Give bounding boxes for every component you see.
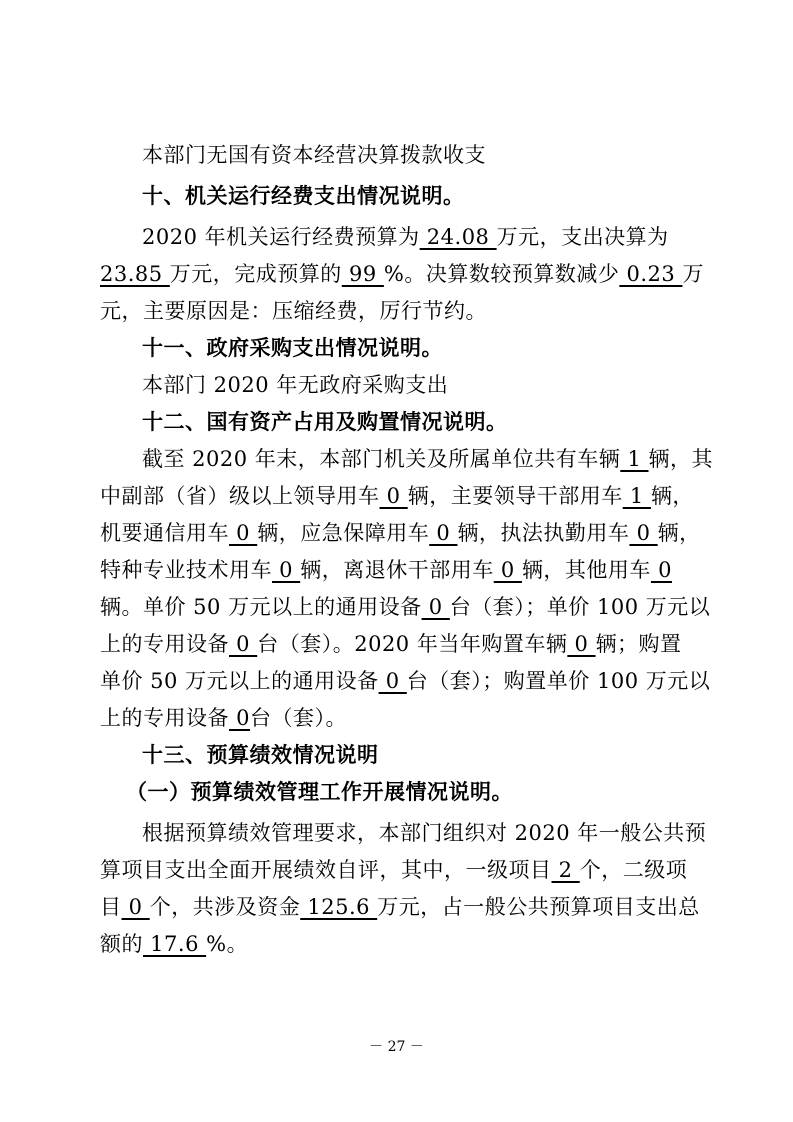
section-12-heading: 十二、国有资产占用及购置情况说明。 (142, 410, 508, 434)
paragraph-13-line-4: 额的 17.6 %。 (100, 932, 249, 956)
paragraph-11: 本部门 2020 年无政府采购支出 (142, 373, 449, 397)
paragraph-12-line-3: 机要通信用车 0 辆，应急保障用车 0 辆，执法执勤用车 0 辆， (100, 521, 701, 545)
paragraph-13-line-2: 算项目支出全面开展绩效自评，其中，一级项目 2 个，二级项 (100, 858, 688, 882)
paragraph-12-line-2: 中副部（省）级以上领导用车 0 辆，主要领导干部用车 1 辆， (100, 484, 694, 508)
paragraph-10-line-3: 元，主要原因是：压缩经费，厉行节约。 (100, 299, 487, 323)
section-13-heading: 十三、预算绩效情况说明 (142, 743, 379, 767)
expenditure-value: 23.85 (100, 262, 170, 286)
paragraph-13-line-3: 目 0 个，共涉及资金 125.6 万元，占一般公共预算项目支出总 (100, 895, 700, 919)
paragraph-12-line-4: 特种专业技术用车 0 辆，离退休干部用车 0 辆，其他用车 0 (100, 558, 672, 582)
paragraph-12-line-8: 上的专用设备 0台（套）。 (100, 706, 348, 730)
paragraph-10-line-1: 2020 年机关运行经费预算为 24.08 万元，支出决算为 (142, 225, 669, 249)
section-11-heading: 十一、政府采购支出情况说明。 (142, 336, 443, 360)
paragraph-13-line-1: 根据预算绩效管理要求，本部门组织对 2020 年一般公共预 (142, 821, 707, 845)
paragraph-10-line-2: 23.85 万元，完成预算的 99 %。决算数较预算数减少 0.23 万 (100, 262, 704, 286)
paragraph-12-line-6: 上的专用设备 0 台（套）。2020 年当年购置车辆 0 辆；购置 (100, 632, 682, 656)
budget-value: 24.08 (419, 225, 497, 249)
page-number: － 27 － (369, 1039, 424, 1055)
no-state-capital-text: 本部门无国有资本经营决算拨款收支 (142, 143, 486, 167)
section-13-subheading: （一）预算绩效管理工作开展情况说明。 (126, 780, 513, 804)
paragraph-12-line-5: 辆。单价 50 万元以上的通用设备 0 台（套）；单价 100 万元以 (100, 595, 711, 619)
section-10-heading: 十、机关运行经费支出情况说明。 (142, 184, 465, 208)
paragraph-12-line-1: 截至 2020 年末，本部门机关及所属单位共有车辆 1 辆，其 (142, 447, 714, 471)
paragraph-12-line-7: 单价 50 万元以上的通用设备 0 台（套）；购置单价 100 万元以 (100, 669, 711, 693)
decrease-value: 0.23 (619, 262, 683, 286)
completion-rate: 99 (341, 262, 384, 286)
